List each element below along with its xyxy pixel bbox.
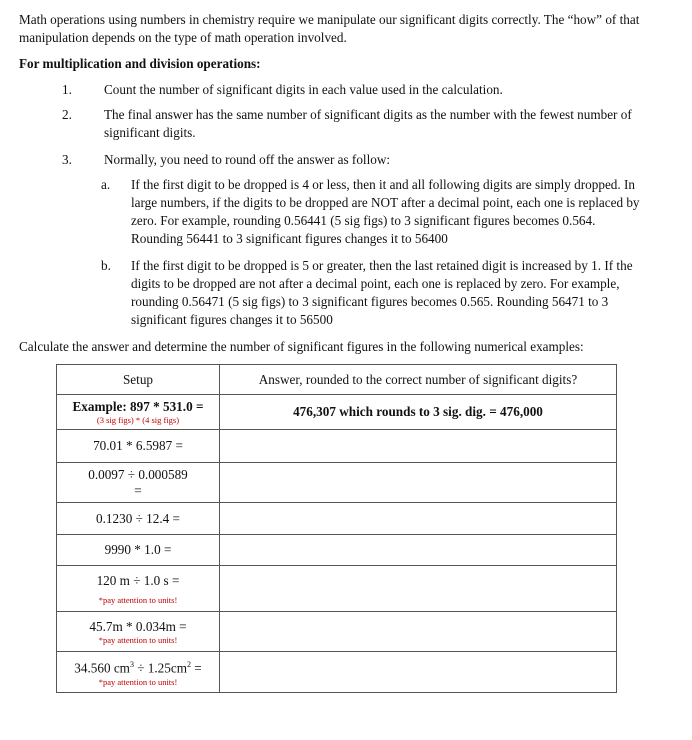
example-setup: Example: 897 * 531.0 =	[72, 398, 204, 414]
row-setup: 70.01 * 6.5987 =	[93, 438, 183, 453]
instruction-text: Calculate the answer and determine the number of significant figures in the following numerical examples:	[19, 339, 584, 354]
table-row	[57, 503, 617, 535]
answer-cell[interactable]	[220, 612, 617, 652]
substep-text: If the first digit to be dropped is 4 or less, then it and all following digits are simply dropped. In large numbers, if the digits to be dropped are NOT after a decimal point, each one is replaced by zero. For example, rounding 0.56441 (5 sig figs) to 3 significant figures becomes 0.564. Rounding 56441 to 3 significant figures changes it to 56400	[131, 177, 640, 246]
answer-cell[interactable]	[220, 430, 617, 463]
step-number: 1.	[62, 82, 72, 97]
table-row	[57, 652, 617, 693]
table-row	[57, 463, 617, 503]
setup-column-header: Setup	[57, 365, 220, 395]
row-setup: 0.1230 ÷ 12.4 =	[96, 510, 180, 526]
units-reminder: *pay attention to units!	[98, 676, 178, 687]
sig-fig-table	[56, 364, 617, 693]
step-text: Normally, you need to round off the answer as follow:	[104, 152, 391, 167]
row-setup: 0.0097 ÷ 0.000589	[88, 466, 188, 482]
row-setup-continued: =	[134, 482, 142, 498]
answer-cell[interactable]	[220, 503, 617, 535]
example-row	[57, 395, 617, 430]
intro-paragraph: Math operations using numbers in chemistry require we manipulate our significant digits correctly. The “how” of that manipulation depends on the type of math operation involved.	[19, 12, 640, 45]
row-setup: 45.7m * 0.034m =	[89, 618, 187, 634]
step-text: The final answer has the same number of significant digits as the number with the fewest number of significant digits.	[104, 107, 632, 140]
substep-letter: a.	[101, 177, 111, 192]
answer-cell[interactable]	[220, 535, 617, 566]
row-setup: 120 m ÷ 1.0 s =	[96, 572, 180, 588]
answer-cell[interactable]	[220, 566, 617, 612]
step-number: 3.	[62, 152, 72, 167]
row-setup: 34.560 $cm^3 \div 1.25cm^2$ =	[74, 660, 202, 676]
substep-letter: b.	[101, 258, 111, 273]
answer-column-header: Answer, rounded to the correct number of significant digits?	[220, 365, 617, 395]
units-reminder: *pay attention to units!	[98, 594, 178, 605]
table-row	[57, 566, 617, 612]
example-sig-fig-note: (3 sig figs) * (4 sig figs)	[96, 414, 180, 425]
row-setup: 9990 * 1.0 =	[104, 542, 172, 557]
example-answer: 476,307 which rounds to 3 sig. dig. = 476,000	[293, 404, 543, 419]
step-text: Count the number of significant digits in each value used in the calculation.	[104, 82, 503, 97]
answer-cell[interactable]	[220, 463, 617, 503]
table-row	[57, 535, 617, 566]
section-heading: For multiplication and division operations:	[19, 56, 261, 71]
table-row	[57, 430, 617, 463]
step-number: 2.	[62, 107, 72, 122]
table-row	[57, 612, 617, 652]
units-reminder: *pay attention to units!	[98, 634, 178, 645]
answer-cell[interactable]	[220, 652, 617, 693]
substep-text: If the first digit to be dropped is 5 or greater, then the last retained digit is increased by 1. If the digits to be dropped are not after a decimal point, each one is replaced by zero. For example, rounding 0.56471 (5 sig figs) to 3 significant figures becomes 0.565. Rounding 56471 to 3 significant figures changes it to 56500	[131, 258, 633, 327]
